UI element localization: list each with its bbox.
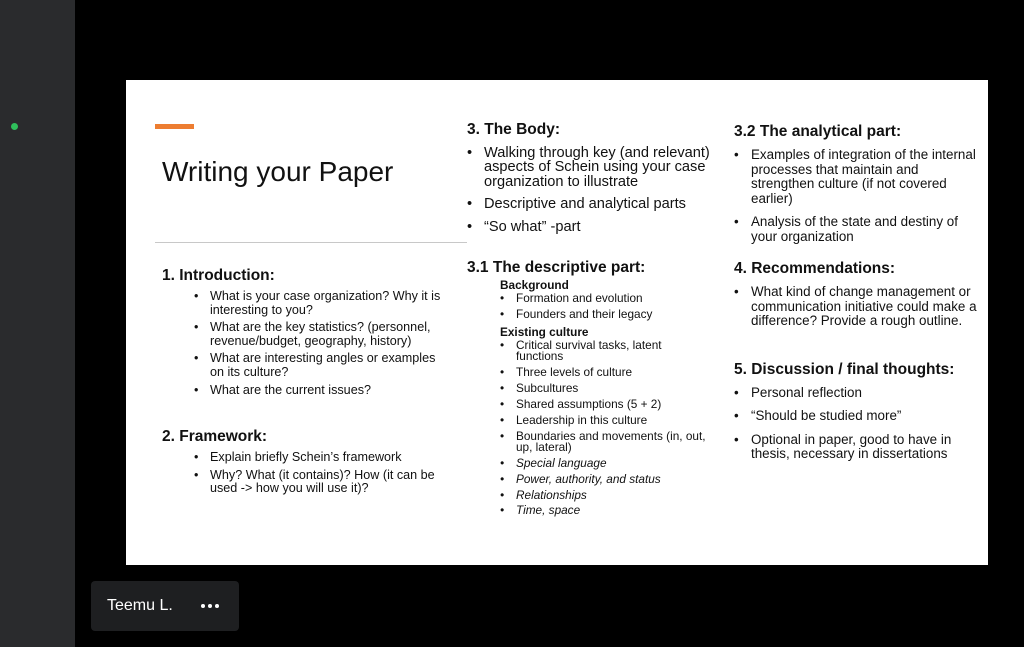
more-horizontal-icon [195,594,225,618]
participant-more-button[interactable] [195,594,225,618]
framework-heading: 2. Framework: [162,428,268,446]
discussion-heading: 5. Discussion / final thoughts: [734,360,955,378]
recommendations-list [734,285,979,329]
recommendations-heading: 4. Recommendations: [734,260,896,277]
list-item: • Examples of integration of the internal processes that maintain and strengthen culture (if not covered earlier) [751,148,979,206]
list-item: • Explain briefly Schein’s framework [210,451,442,465]
list-item: • Why? What (it contains)? How (it can be used -> how you will use it)? [210,469,442,496]
title-accent-bar [155,124,194,129]
shared-slide [126,80,988,565]
list-item: • Founders and their legacy [516,309,712,320]
discussion-list [734,386,979,462]
participant-name: Teemu L. [107,597,173,614]
list-item: • What is your case organization? Why it is interesting to you? [210,290,442,317]
analytical-heading: 3.2 The analytical part: [734,123,902,140]
list-item: • Walking through key (and relevant) aspects of Schein using your case organization to illustrate [484,146,712,189]
list-item: • Special language [516,458,712,469]
participant-name-chip [91,581,239,631]
list-item: • Subcultures [516,383,712,394]
presence-indicator [11,123,18,130]
slide-title: Writing your Paper [162,156,394,187]
existing-culture-subheading: Existing culture [500,324,589,339]
body-list [467,146,712,234]
column-middle [467,120,712,521]
list-item: • Critical survival tasks, latent functions [516,340,712,363]
list-item: • Boundaries and movements (in, out, up, lateral) [516,431,712,454]
existing-culture-list [467,337,712,518]
body-heading: 3. The Body: [467,121,561,138]
title-divider [155,242,467,243]
list-item: • Shared assumptions (5 + 2) [516,399,712,410]
list-item: • Descriptive and analytical parts [484,197,712,211]
column-right [734,122,979,471]
framework-list [162,451,442,496]
list-item: • Personal reflection [751,386,979,401]
background-subheading: Background [500,278,569,293]
list-item: • Relationships [516,490,712,501]
list-item: • “Should be studied more” [751,409,979,424]
list-item: • Optional in paper, good to have in thesis, necessary in dissertations [751,433,979,462]
list-item: • What kind of change management or communication initiative could make a difference? Provide a rough outline. [751,285,979,329]
list-item: • What are interesting angles or examples on its culture? [210,352,442,379]
list-item: • Three levels of culture [516,367,712,378]
introduction-heading: 1. Introduction: [162,267,275,284]
background-list [467,293,712,320]
list-item: • “So what” -part [484,220,712,234]
introduction-list [162,290,442,397]
list-item: • What are the current issues? [210,384,442,398]
list-item: • Leadership in this culture [516,415,712,426]
list-item: • What are the key statistics? (personnel, revenue/budget, geography, history) [210,321,442,348]
analytical-list [734,148,979,244]
list-item: • Formation and evolution [516,293,712,304]
list-item: • Time, space [516,505,712,516]
call-sidebar [0,0,75,647]
descriptive-heading: 3.1 The descriptive part: [467,259,646,277]
list-item: • Power, authority, and status [516,474,712,485]
column-left [162,266,442,500]
list-item: • Analysis of the state and destiny of your organization [751,215,979,244]
